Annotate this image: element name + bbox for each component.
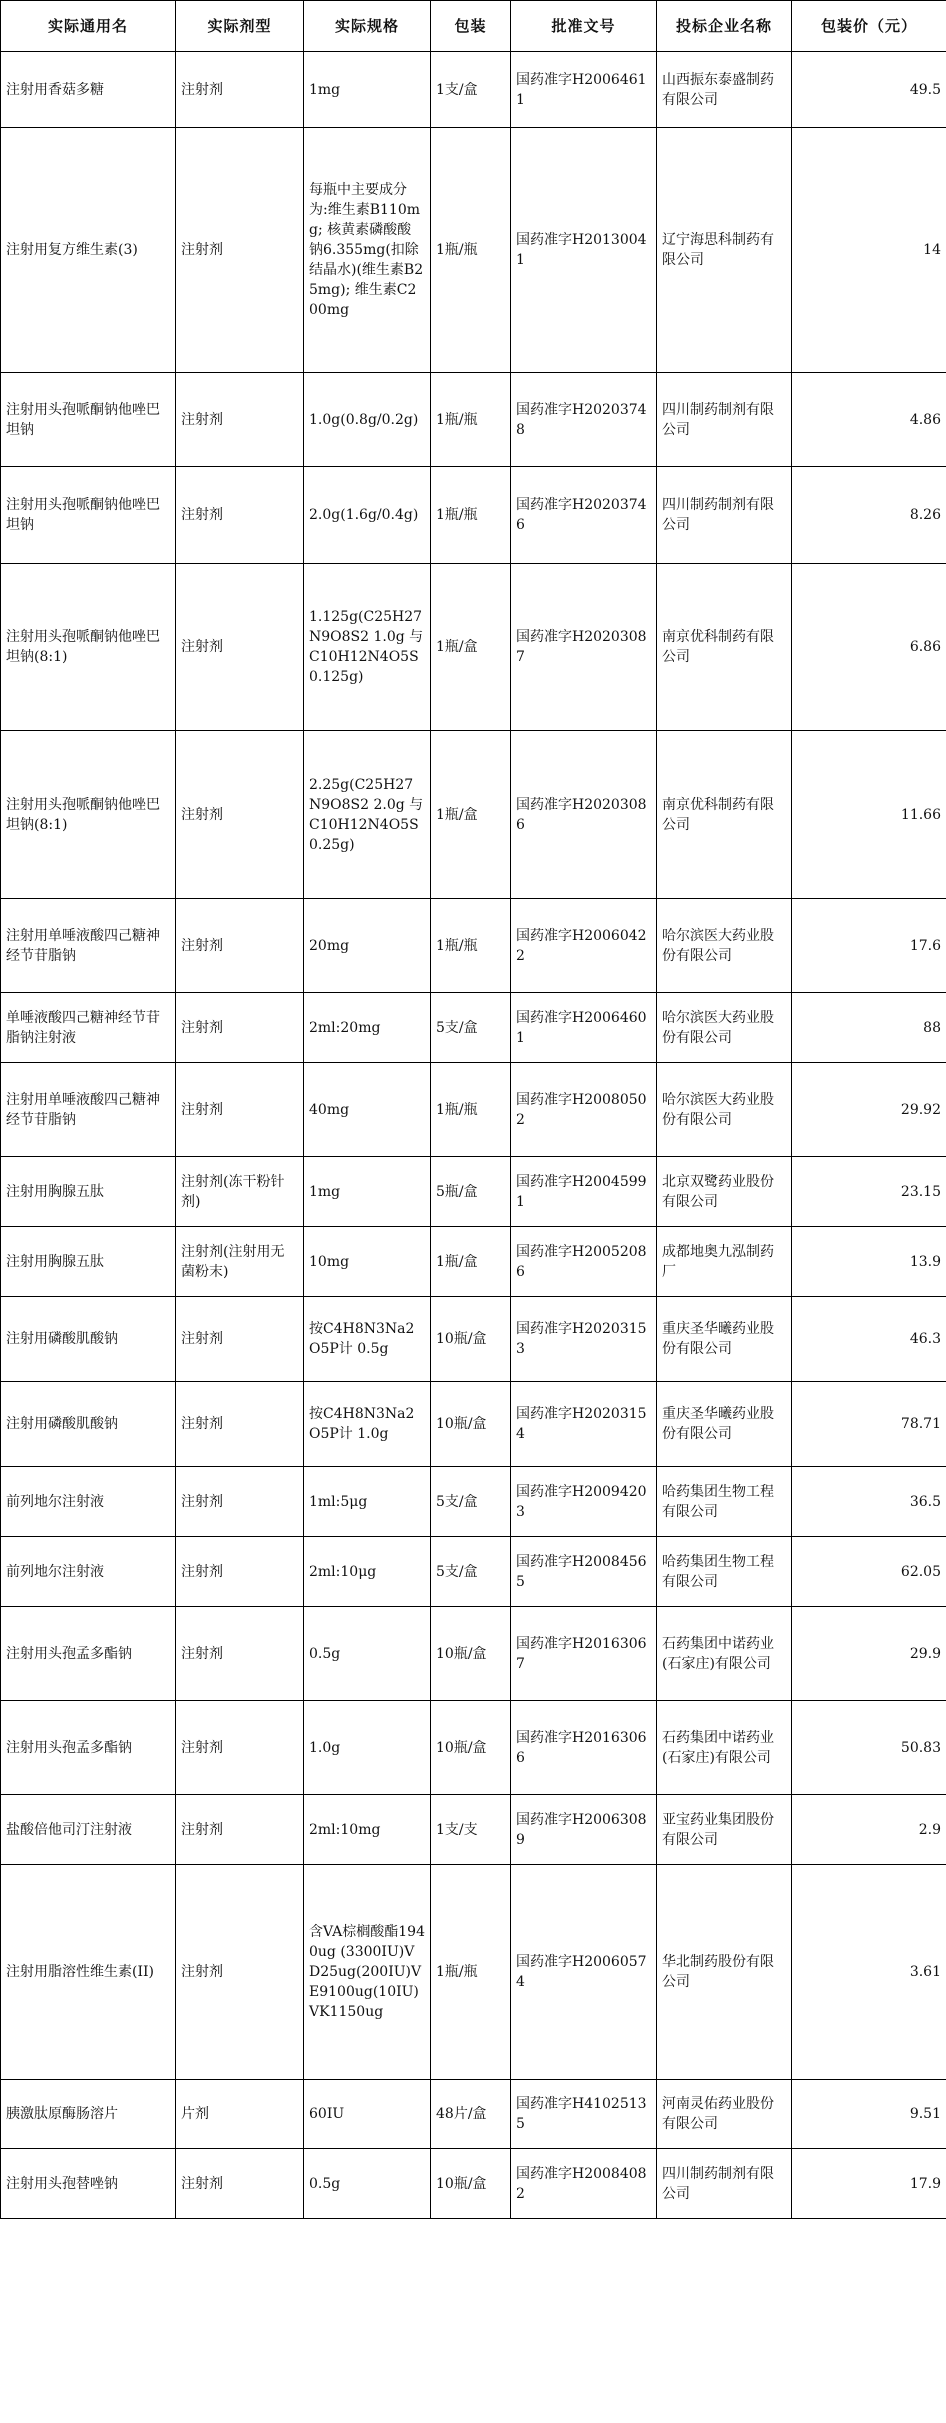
cell-specification: 1.0g(0.8g/0.2g): [304, 373, 431, 467]
cell-package: 1瓶/盒: [431, 1227, 511, 1297]
cell-generic-name: 前列地尔注射液: [1, 1537, 176, 1607]
cell-package-price: 17.6: [792, 899, 946, 993]
cell-specification: 2ml:10mg: [304, 1795, 431, 1865]
cell-specification: 按C4H8N3Na2O5P计 1.0g: [304, 1382, 431, 1467]
cell-generic-name: 单唾液酸四己糖神经节苷脂钠注射液: [1, 993, 176, 1063]
cell-specification: 0.5g: [304, 2149, 431, 2219]
cell-generic-name: 注射用单唾液酸四己糖神经节苷脂钠: [1, 899, 176, 993]
table-row: [1, 899, 946, 993]
cell-generic-name: 注射用磷酸肌酸钠: [1, 1297, 176, 1382]
cell-package: 5瓶/盒: [431, 1157, 511, 1227]
cell-specification: 60IU: [304, 2080, 431, 2149]
table-row: [1, 128, 946, 373]
cell-generic-name: 盐酸倍他司汀注射液: [1, 1795, 176, 1865]
cell-specification: 10mg: [304, 1227, 431, 1297]
cell-package: 1支/支: [431, 1795, 511, 1865]
cell-package: 10瓶/盒: [431, 2149, 511, 2219]
cell-package: 1支/盒: [431, 52, 511, 128]
cell-generic-name: 注射用头孢哌酮钠他唑巴坦钠(8:1): [1, 731, 176, 899]
cell-approval-number: 国药准字H20203087: [511, 564, 657, 731]
cell-package: 1瓶/瓶: [431, 1063, 511, 1157]
cell-package: 10瓶/盒: [431, 1607, 511, 1701]
cell-company: 华北制药股份有限公司: [657, 1865, 792, 2080]
cell-company: 四川制药制剂有限公司: [657, 2149, 792, 2219]
cell-generic-name: 注射用头孢孟多酯钠: [1, 1701, 176, 1795]
cell-generic-name: 注射用头孢孟多酯钠: [1, 1607, 176, 1701]
cell-generic-name: 注射用胸腺五肽: [1, 1227, 176, 1297]
cell-specification: 2ml:20mg: [304, 993, 431, 1063]
table-row: [1, 373, 946, 467]
cell-company: 哈尔滨医大药业股份有限公司: [657, 1063, 792, 1157]
header-company: 投标企业名称: [657, 1, 792, 52]
cell-package: 5支/盒: [431, 1467, 511, 1537]
cell-dosage-form: 注射剂: [176, 1467, 304, 1537]
cell-specification: 每瓶中主要成分为:维生素B110mg; 核黄素磷酸酸钠6.355mg(扣除结晶水)(维生素B25mg); 维生素C200mg: [304, 128, 431, 373]
cell-company: 辽宁海思科制药有限公司: [657, 128, 792, 373]
cell-package-price: 13.9: [792, 1227, 946, 1297]
table-row: [1, 1701, 946, 1795]
cell-package: 1瓶/盒: [431, 731, 511, 899]
cell-generic-name: 注射用香菇多糖: [1, 52, 176, 128]
cell-specification: 1.125g(C25H27N9O8S2 1.0g 与C10H12N4O5S 0.125g): [304, 564, 431, 731]
table-row: [1, 1607, 946, 1701]
cell-approval-number: 国药准字H20063089: [511, 1795, 657, 1865]
cell-generic-name: 注射用复方维生素(3): [1, 128, 176, 373]
cell-company: 哈尔滨医大药业股份有限公司: [657, 899, 792, 993]
cell-package-price: 62.05: [792, 1537, 946, 1607]
cell-dosage-form: 注射剂: [176, 467, 304, 564]
cell-company: 哈尔滨医大药业股份有限公司: [657, 993, 792, 1063]
cell-dosage-form: 注射剂: [176, 1865, 304, 2080]
cell-generic-name: 注射用头孢哌酮钠他唑巴坦钠: [1, 467, 176, 564]
cell-dosage-form: 注射剂: [176, 1795, 304, 1865]
cell-generic-name: 注射用头孢替唑钠: [1, 2149, 176, 2219]
cell-package-price: 78.71: [792, 1382, 946, 1467]
cell-package: 1瓶/盒: [431, 564, 511, 731]
cell-generic-name: 注射用脂溶性维生素(II): [1, 1865, 176, 2080]
table-row: [1, 52, 946, 128]
cell-company: 河南灵佑药业股份有限公司: [657, 2080, 792, 2149]
cell-package: 48片/盒: [431, 2080, 511, 2149]
cell-specification: 1mg: [304, 1157, 431, 1227]
cell-dosage-form: 注射剂: [176, 1607, 304, 1701]
cell-dosage-form: 注射剂: [176, 52, 304, 128]
cell-specification: 1ml:5μg: [304, 1467, 431, 1537]
cell-generic-name: 注射用头孢哌酮钠他唑巴坦钠: [1, 373, 176, 467]
cell-approval-number: 国药准字H20163067: [511, 1607, 657, 1701]
cell-dosage-form: 注射剂: [176, 1297, 304, 1382]
table-row: [1, 1795, 946, 1865]
cell-approval-number: 国药准字H20163066: [511, 1701, 657, 1795]
header-row: [1, 1, 946, 52]
cell-package: 1瓶/瓶: [431, 373, 511, 467]
cell-package: 1瓶/瓶: [431, 128, 511, 373]
cell-approval-number: 国药准字H20203746: [511, 467, 657, 564]
cell-specification: 按C4H8N3Na2O5P计 0.5g: [304, 1297, 431, 1382]
table-row: [1, 993, 946, 1063]
cell-approval-number: 国药准字H20084565: [511, 1537, 657, 1607]
cell-package: 5支/盒: [431, 1537, 511, 1607]
table-row: [1, 2080, 946, 2149]
cell-package: 10瓶/盒: [431, 1382, 511, 1467]
cell-approval-number: 国药准字H20064601: [511, 993, 657, 1063]
table-row: [1, 1382, 946, 1467]
cell-dosage-form: 注射剂: [176, 1537, 304, 1607]
cell-approval-number: 国药准字H20052086: [511, 1227, 657, 1297]
cell-approval-number: 国药准字H20080502: [511, 1063, 657, 1157]
cell-package: 1瓶/瓶: [431, 899, 511, 993]
table-row: [1, 564, 946, 731]
cell-generic-name: 胰激肽原酶肠溶片: [1, 2080, 176, 2149]
cell-company: 石药集团中诺药业(石家庄)有限公司: [657, 1607, 792, 1701]
cell-dosage-form: 注射剂: [176, 1382, 304, 1467]
cell-company: 重庆圣华曦药业股份有限公司: [657, 1297, 792, 1382]
cell-dosage-form: 注射剂: [176, 993, 304, 1063]
cell-dosage-form: 片剂: [176, 2080, 304, 2149]
cell-company: 四川制药制剂有限公司: [657, 373, 792, 467]
cell-company: 北京双鹭药业股份有限公司: [657, 1157, 792, 1227]
cell-dosage-form: 注射剂: [176, 128, 304, 373]
cell-dosage-form: 注射剂: [176, 1063, 304, 1157]
cell-package: 5支/盒: [431, 993, 511, 1063]
cell-approval-number: 国药准字H20203086: [511, 731, 657, 899]
cell-specification: 2ml:10μg: [304, 1537, 431, 1607]
cell-package-price: 2.9: [792, 1795, 946, 1865]
header-generic-name: 实际通用名: [1, 1, 176, 52]
cell-specification: 2.0g(1.6g/0.4g): [304, 467, 431, 564]
cell-specification: 含VA棕榈酸酯1940ug (3300IU)VD25ug(200IU)VE9100ug(10IU)VK1150ug: [304, 1865, 431, 2080]
cell-package-price: 46.3: [792, 1297, 946, 1382]
table-row: [1, 1227, 946, 1297]
table-row: [1, 467, 946, 564]
table-row: [1, 1157, 946, 1227]
cell-approval-number: 国药准字H20060574: [511, 1865, 657, 2080]
cell-approval-number: 国药准字H20130041: [511, 128, 657, 373]
cell-dosage-form: 注射剂: [176, 731, 304, 899]
cell-generic-name: 前列地尔注射液: [1, 1467, 176, 1537]
cell-company: 南京优科制药有限公司: [657, 564, 792, 731]
cell-approval-number: 国药准字H20203154: [511, 1382, 657, 1467]
table-row: [1, 1063, 946, 1157]
cell-package-price: 36.5: [792, 1467, 946, 1537]
cell-approval-number: 国药准字H20064611: [511, 52, 657, 128]
cell-package: 10瓶/盒: [431, 1297, 511, 1382]
cell-specification: 20mg: [304, 899, 431, 993]
table-row: [1, 731, 946, 899]
cell-package-price: 88: [792, 993, 946, 1063]
cell-specification: 2.25g(C25H27N9O8S2 2.0g 与C10H12N4O5S 0.25g): [304, 731, 431, 899]
cell-dosage-form: 注射剂: [176, 2149, 304, 2219]
cell-package-price: 8.26: [792, 467, 946, 564]
cell-package-price: 3.61: [792, 1865, 946, 2080]
cell-package-price: 11.66: [792, 731, 946, 899]
cell-package: 10瓶/盒: [431, 1701, 511, 1795]
cell-approval-number: 国药准字H20060422: [511, 899, 657, 993]
cell-package-price: 23.15: [792, 1157, 946, 1227]
cell-package-price: 17.9: [792, 2149, 946, 2219]
cell-approval-number: 国药准字H20203748: [511, 373, 657, 467]
cell-dosage-form: 注射剂(冻干粉针剂): [176, 1157, 304, 1227]
table-row: [1, 1865, 946, 2080]
cell-specification: 1.0g: [304, 1701, 431, 1795]
cell-package-price: 49.5: [792, 52, 946, 128]
cell-package-price: 4.86: [792, 373, 946, 467]
cell-generic-name: 注射用单唾液酸四己糖神经节苷脂钠: [1, 1063, 176, 1157]
cell-package-price: 29.92: [792, 1063, 946, 1157]
header-approval-number: 批准文号: [511, 1, 657, 52]
cell-package: 1瓶/瓶: [431, 1865, 511, 2080]
cell-company: 重庆圣华曦药业股份有限公司: [657, 1382, 792, 1467]
cell-generic-name: 注射用磷酸肌酸钠: [1, 1382, 176, 1467]
cell-approval-number: 国药准字H20084082: [511, 2149, 657, 2219]
cell-package-price: 9.51: [792, 2080, 946, 2149]
cell-company: 亚宝药业集团股份有限公司: [657, 1795, 792, 1865]
cell-specification: 0.5g: [304, 1607, 431, 1701]
cell-package-price: 50.83: [792, 1701, 946, 1795]
table-row: [1, 1297, 946, 1382]
header-specification: 实际规格: [304, 1, 431, 52]
cell-dosage-form: 注射剂(注射用无菌粉末): [176, 1227, 304, 1297]
cell-approval-number: 国药准字H20045991: [511, 1157, 657, 1227]
cell-package-price: 6.86: [792, 564, 946, 731]
header-dosage-form: 实际剂型: [176, 1, 304, 52]
cell-approval-number: 国药准字H20203153: [511, 1297, 657, 1382]
cell-approval-number: 国药准字H20094203: [511, 1467, 657, 1537]
cell-specification: 1mg: [304, 52, 431, 128]
cell-dosage-form: 注射剂: [176, 899, 304, 993]
table-row: [1, 2149, 946, 2219]
cell-company: 成都地奥九泓制药厂: [657, 1227, 792, 1297]
cell-approval-number: 国药准字H41025135: [511, 2080, 657, 2149]
cell-company: 山西振东泰盛制药有限公司: [657, 52, 792, 128]
cell-generic-name: 注射用头孢哌酮钠他唑巴坦钠(8:1): [1, 564, 176, 731]
cell-package-price: 14: [792, 128, 946, 373]
cell-package: 1瓶/瓶: [431, 467, 511, 564]
cell-dosage-form: 注射剂: [176, 373, 304, 467]
cell-dosage-form: 注射剂: [176, 564, 304, 731]
cell-generic-name: 注射用胸腺五肽: [1, 1157, 176, 1227]
cell-company: 四川制药制剂有限公司: [657, 467, 792, 564]
table-row: [1, 1467, 946, 1537]
cell-company: 哈药集团生物工程有限公司: [657, 1537, 792, 1607]
cell-dosage-form: 注射剂: [176, 1701, 304, 1795]
cell-company: 南京优科制药有限公司: [657, 731, 792, 899]
header-package-price: 包装价（元）: [792, 1, 946, 52]
cell-package-price: 29.9: [792, 1607, 946, 1701]
cell-specification: 40mg: [304, 1063, 431, 1157]
table-row: [1, 1537, 946, 1607]
cell-company: 哈药集团生物工程有限公司: [657, 1467, 792, 1537]
cell-company: 石药集团中诺药业(石家庄)有限公司: [657, 1701, 792, 1795]
header-package: 包装: [431, 1, 511, 52]
